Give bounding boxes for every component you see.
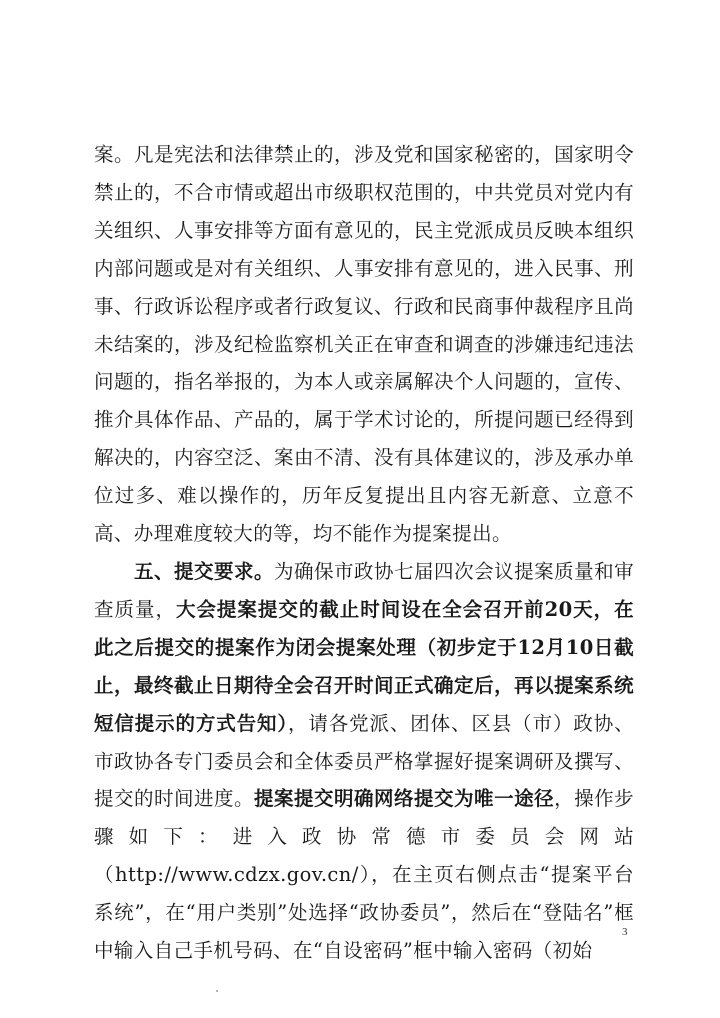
paragraph-2-text-b: ，请各党派、团体、区县（市）政协、市政协各专门委员会和全体委员严格掌握好提案调研及撰写、提交的时间进度。: [94, 711, 634, 811]
scan-speck: [216, 990, 218, 992]
page-number: 3: [622, 926, 628, 938]
paragraph-2-bold-submission: 提案提交明确网络提交为唯一途径: [254, 787, 555, 811]
section-heading: 五、提交要求。: [134, 559, 275, 583]
paragraph-2-bold-deadline: 大会提案提交的截止时间设在全会召开前20天，在此之后提交的提案作为闭会提案处理（初步定于12月10日截止，最终截止日期待全会召开时间正式确定后，再以提案系统短信提示的方式告知）: [94, 597, 634, 735]
paragraph-2: [94, 553, 634, 970]
paragraph-2-text-a: 为确保市政协七届四次会议提案质量和审查质量，: [94, 559, 634, 621]
paragraph-1: 案。凡是宪法和法律禁止的，涉及党和国家秘密的，国家明令禁止的，不合市情或超出市级职权范围的，中共党员对党内有关组织、人事安排等方面有意见的，民主党派成员反映本组织内部问题或是对有关组织、人事安排有意见的，进入民事、刑事、行政诉讼程序或者行政复议、行政和民商事仲裁程序且尚未结案的，涉及纪检监察机关正在审查和调查的涉嫌违纪违法问题的，指名举报的，为本人或亲属解决个人问题的，宣传、推介具体作品、产品的，属于学术讨论的，所提问题已经得到解决的，内容空泛、案由不清、没有具体建议的，涉及承办单位过多、难以操作的，历年反复提出且内容无新意、立意不高、办理难度较大的等，均不能作为提案提出。: [94, 143, 634, 546]
document-body: [94, 136, 634, 970]
paragraph-2-text-c: ，操作步骤如下：进入政协常德市委员会网站（http://www.cdzx.gov.cn/），在主页右侧点击“提案平台系统”，在“用户类别”处选择“政协委员”，然后在“登陆名”框中输入自己手机号码、在“自设密码”框中输入密码（初始: [94, 787, 634, 963]
